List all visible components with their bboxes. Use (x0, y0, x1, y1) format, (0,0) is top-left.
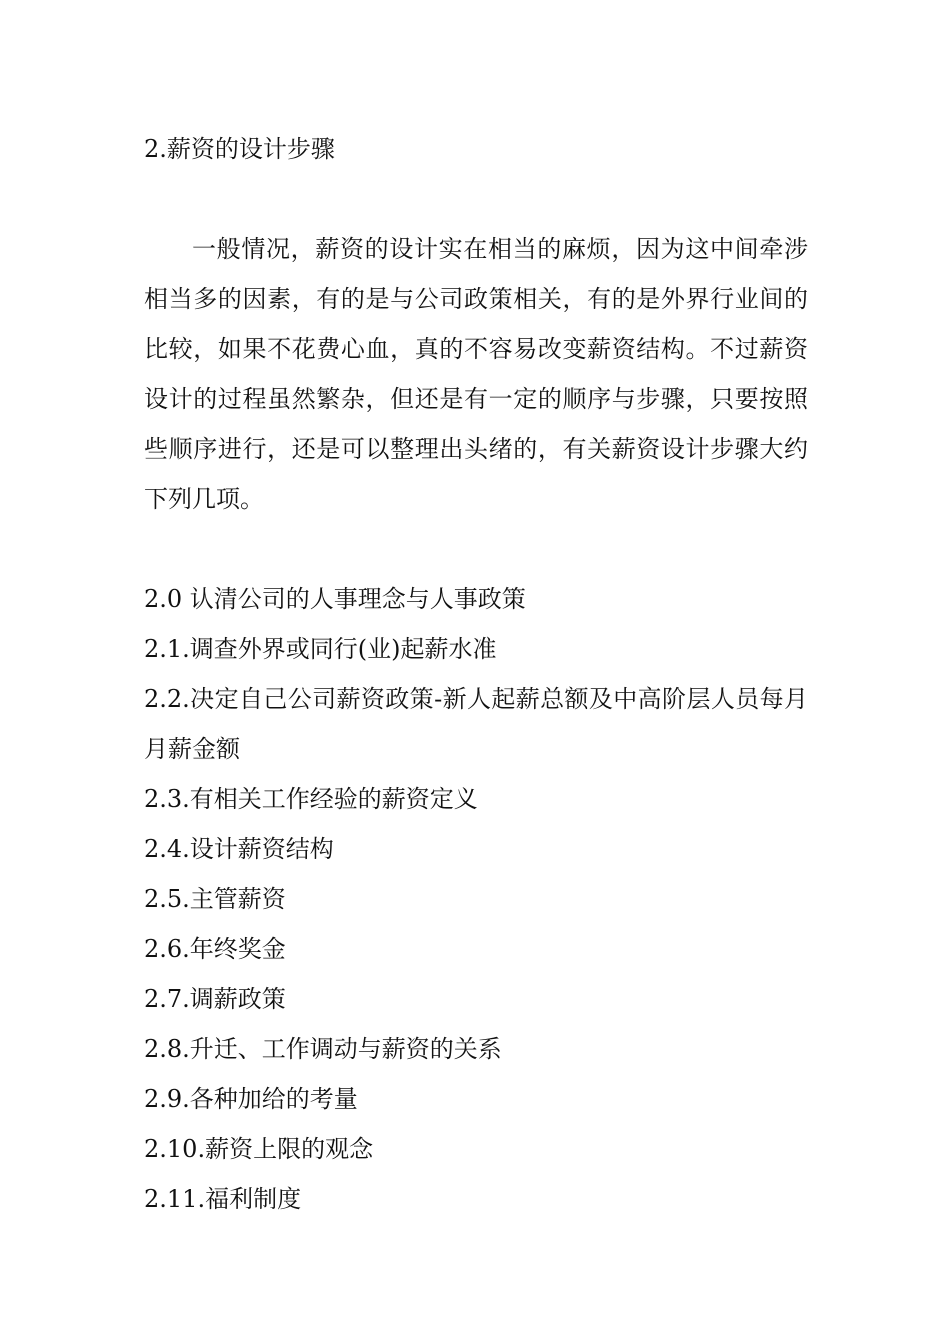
list-item: 2.3.有相关工作经验的薪资定义 (144, 785, 478, 813)
document-page (144, 124, 808, 1224)
list-item: 2.11.福利制度 (144, 1185, 302, 1213)
list-item: 2.5.主管薪资 (144, 885, 286, 913)
list-item: 2.1.调查外界或同行(业)起薪水准 (144, 635, 497, 663)
list-item: 2.2.决定自己公司薪资政策-新人起薪总额及中高阶层人员每月月薪金额 (144, 685, 808, 763)
section-heading: 2.薪资的设计步骤 (144, 135, 335, 163)
list-item: 2.10.薪资上限的观念 (144, 1135, 374, 1163)
list-item: 2.0 认清公司的人事理念与人事政策 (144, 585, 526, 613)
list-item: 2.6.年终奖金 (144, 935, 286, 963)
list-item: 2.4.设计薪资结构 (144, 835, 334, 863)
steps-list (144, 574, 808, 1224)
intro-paragraph: 一般情况，薪资的设计实在相当的麻烦，因为这中间牵涉相当多的因素，有的是与公司政策相关，有的是外界行业间的比较，如果不花费心血，真的不容易改变薪资结构。不过薪资设计的过程虽然繁杂，但还是有一定的顺序与步骤，只要按照些顺序进行，还是可以整理出头绪的，有关薪资设计步骤大约下列几项。 (144, 235, 808, 513)
list-item: 2.7.调薪政策 (144, 985, 286, 1013)
list-item: 2.8.升迁、工作调动与薪资的关系 (144, 1035, 502, 1063)
list-item: 2.9.各种加给的考量 (144, 1085, 358, 1113)
